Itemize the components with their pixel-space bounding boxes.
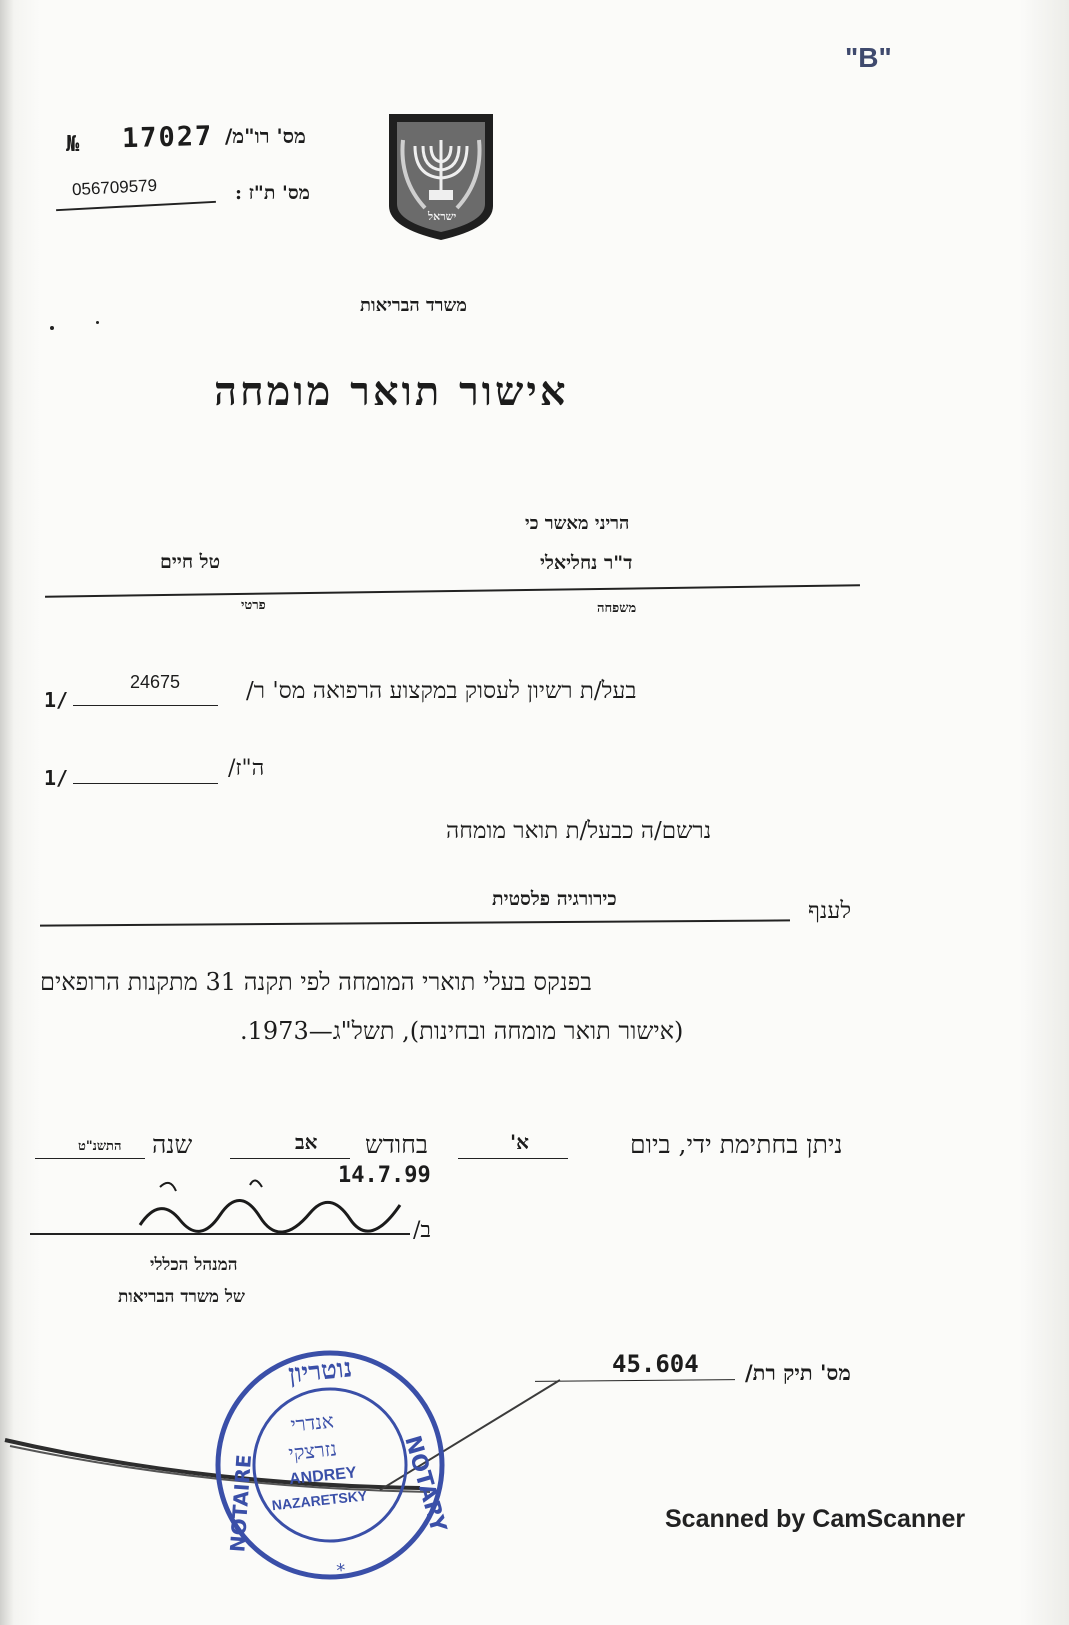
registered-text: נרשם/ה כבעל/ת תואר מומחה <box>446 818 712 844</box>
license-text: בעל/ת רשיון לעסוק במקצוע הרפואה מס' ר/ <box>246 678 637 704</box>
month-value: אב <box>295 1130 318 1154</box>
given-text: ניתן בחתימת ידי, ביום <box>630 1130 843 1159</box>
license-suffix: 1/ <box>44 688 69 712</box>
stamp-lat-name-1: ANDREY <box>288 1464 358 1489</box>
first-name-value: טל חיים <box>160 551 221 573</box>
svg-text:NOTAIRE: NOTAIRE <box>225 1453 257 1553</box>
month-text: בחודש <box>365 1130 428 1159</box>
day-value: א' <box>510 1130 529 1154</box>
branch-underline <box>40 919 790 926</box>
id-number-label: מס' ת"ז : <box>235 182 310 204</box>
ministry-name: משרד הבריאות <box>360 295 467 316</box>
svg-text:*: * <box>335 1560 347 1582</box>
year-text: שנה <box>152 1130 193 1159</box>
registration-label: מס' רו"מ/ <box>225 124 306 148</box>
document-title: אישור תואר מומחה <box>214 368 569 415</box>
family-label: משפחה <box>597 601 637 616</box>
stamp-heb-name-1: אנדרי <box>289 1408 335 1437</box>
license-number: 24675 <box>130 672 181 692</box>
date-value: 14.7.99 <box>338 1163 431 1188</box>
svg-text:נוטריון: נוטריון <box>286 1353 354 1390</box>
hz-underline <box>73 783 218 784</box>
registration-number: 17027 <box>121 120 214 155</box>
file-number-value: 45.604 <box>612 1350 699 1378</box>
id-number-underline <box>56 201 216 211</box>
scan-dot <box>96 321 99 324</box>
signer-title-line-2: של משרד הבריאות <box>118 1287 245 1307</box>
stamp-heb-name-2: נזרצקי <box>287 1436 338 1466</box>
scan-dot <box>50 326 54 330</box>
svg-text:NOTARY: NOTARY <box>399 1432 451 1536</box>
handwritten-signature <box>100 1175 420 1235</box>
id-number-value: 056709579 <box>71 175 158 200</box>
stamp-strike-lines <box>0 1370 1069 1500</box>
notary-stamp <box>198 1333 462 1597</box>
branch-label: לענף <box>808 898 852 924</box>
regulation-line-2: (אישור תואר מומחה ובחינות), תשל"ג—1973. <box>240 1017 684 1045</box>
signer-prefix: ב/ <box>413 1218 432 1243</box>
certify-intro: הריני מאשר כי <box>525 513 630 534</box>
signer-title-line-1: המנהל הכללי <box>150 1255 238 1275</box>
day-underline <box>458 1158 568 1159</box>
family-name-value: ד"ר נחליאלי <box>540 552 633 574</box>
stamp-lat-name-2: NAZARETSKY <box>271 1487 368 1514</box>
month-underline <box>230 1158 350 1159</box>
hz-suffix: 1/ <box>44 766 69 790</box>
year-value: התשנ"ט <box>78 1139 122 1154</box>
regulation-line-1: בפנקס בעלי תוארי המומחה לפי תקנה 31 מתקנות הרופאים <box>40 968 592 996</box>
registration-number-sign: № <box>66 132 80 157</box>
branch-value: כירורגיה פלסטית <box>492 888 617 910</box>
first-name-label: פרטי <box>241 598 266 613</box>
corner-mark: "B" <box>845 42 892 73</box>
hz-label: ה"ז/ <box>228 756 265 781</box>
year-underline <box>35 1158 145 1159</box>
file-number-label: מס' תיק רת/ <box>745 1360 851 1385</box>
license-number-underline <box>73 705 218 706</box>
camscanner-watermark: Scanned by CamScanner <box>665 1505 966 1533</box>
signature-underline <box>30 1233 410 1235</box>
emblem-caption: ישראל <box>428 210 457 223</box>
names-underline <box>45 584 860 597</box>
